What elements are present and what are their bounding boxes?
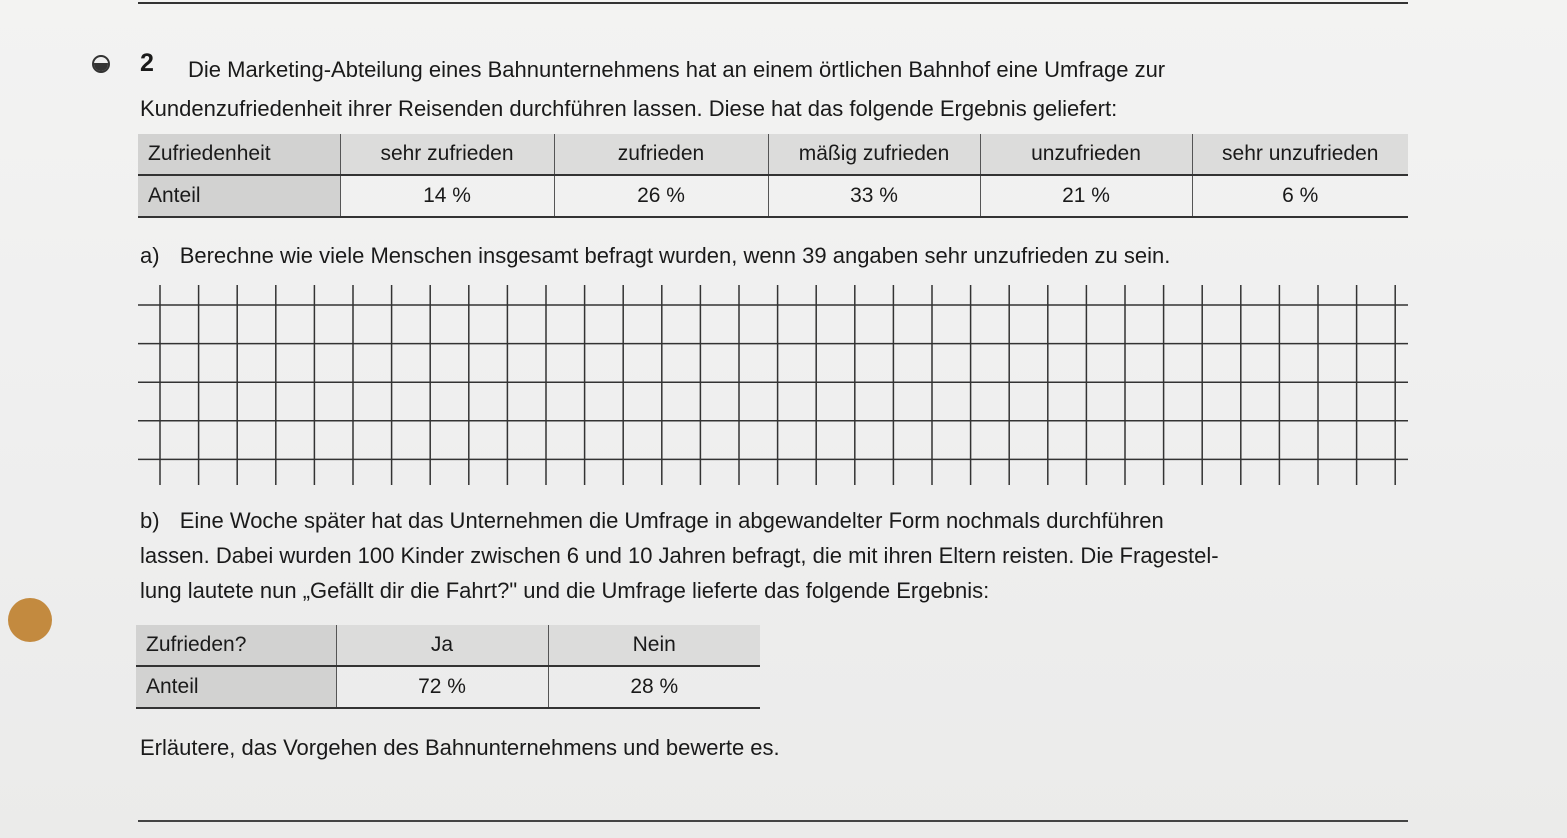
part-b-task: Erläutere, das Vorgehen des Bahnunternehmens und bewerte es.: [140, 735, 780, 760]
table-row: [136, 666, 760, 708]
part-b-question: [140, 503, 1410, 608]
header-cell: Zufriedenheit: [138, 134, 340, 175]
children-table: [136, 625, 760, 709]
intro-line-1: Die Marketing-Abteilung eines Bahnunternehmens hat an einem örtlichen Bahnhof eine Umfrage zur: [188, 57, 1166, 82]
answer-grid-a[interactable]: [138, 285, 1410, 487]
task-number: 2: [140, 49, 154, 77]
value-cell: 72 %: [336, 666, 548, 708]
satisfaction-table: [138, 134, 1408, 218]
value-cell: 6 %: [1192, 175, 1408, 217]
table-row: [138, 175, 1408, 217]
table-header-row: [136, 625, 760, 666]
value-cell: 26 %: [554, 175, 768, 217]
task-intro: [140, 50, 1400, 128]
header-cell: Nein: [548, 625, 760, 666]
part-b-label: b): [140, 508, 160, 533]
part-b-text-1: Eine Woche später hat das Unternehmen die Umfrage in abgewandelter Form nochmals durchführen: [179, 508, 1164, 533]
value-cell: 14 %: [340, 175, 554, 217]
table-header-row: [138, 134, 1408, 175]
header-cell: zufrieden: [554, 134, 768, 175]
value-cell: 21 %: [980, 175, 1192, 217]
row-label-cell: Anteil: [136, 666, 336, 708]
header-cell: mäßig zufrieden: [768, 134, 980, 175]
difficulty-half-circle-icon: [92, 55, 110, 73]
part-b-line-1: [140, 503, 1410, 538]
header-cell: sehr unzufrieden: [1192, 134, 1408, 175]
answer-line[interactable]: [138, 820, 1408, 822]
part-a-question: [140, 238, 1410, 273]
header-cell: Ja: [336, 625, 548, 666]
part-b-line-3: lung lautete nun „Gefällt dir die Fahrt?" und die Umfrage lieferte das folgende Ergebnis:: [140, 578, 990, 603]
value-cell: 33 %: [768, 175, 980, 217]
part-b-line-2: lassen. Dabei wurden 100 Kinder zwischen 6 und 10 Jahren befragt, die mit ihren Eltern reisten. Die Fragestel-: [140, 543, 1219, 568]
header-cell: Zufrieden?: [136, 625, 336, 666]
header-cell: sehr zufrieden: [340, 134, 554, 175]
part-a-label: a): [140, 243, 160, 268]
part-a-text: Berechne wie viele Menschen insgesamt befragt wurden, wenn 39 angaben sehr unzufrieden zu sein.: [179, 243, 1171, 268]
top-divider: [138, 2, 1408, 4]
intro-line-2: Kundenzufriedenheit ihrer Reisenden durchführen lassen. Diese hat das folgende Ergebnis geliefert:: [140, 96, 1118, 121]
header-cell: unzufrieden: [980, 134, 1192, 175]
row-label-cell: Anteil: [138, 175, 340, 217]
value-cell: 28 %: [548, 666, 760, 708]
orange-sticker: [8, 598, 52, 642]
